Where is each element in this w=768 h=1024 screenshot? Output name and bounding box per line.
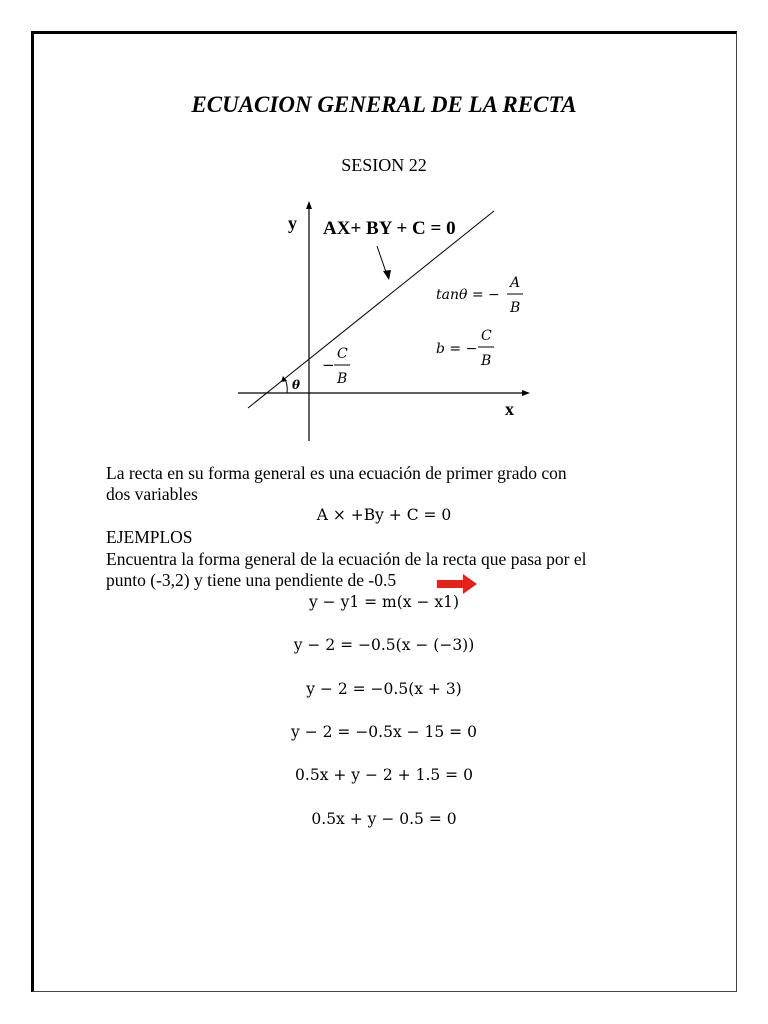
step-3: y − 2 = −0.5(x + 3) bbox=[306, 680, 462, 698]
general-equation: A × +By + C = 0 bbox=[316, 506, 452, 524]
step-6: 0.5x + y − 0.5 = 0 bbox=[311, 810, 457, 828]
intercept-denominator: B bbox=[337, 371, 348, 387]
step-2: y − 2 = −0.5(x − (−3)) bbox=[293, 636, 475, 654]
theta-label: θ bbox=[292, 378, 301, 392]
intro-line-1: La recta en su forma general es una ecuación de primer grado con bbox=[106, 463, 567, 483]
tan-numerator: A bbox=[510, 275, 521, 291]
intro-line-2: dos variables bbox=[106, 484, 198, 504]
y-axis-arrowhead bbox=[306, 201, 312, 209]
b-formula-lhs: b = − bbox=[436, 341, 478, 357]
line-equation: AX+ BY + C = 0 bbox=[323, 218, 456, 239]
tan-denominator: B bbox=[510, 300, 521, 316]
b-denominator: B bbox=[481, 353, 492, 369]
session-label: SESION 22 bbox=[341, 155, 427, 175]
problem-line-2: punto (-3,2) y tiene una pendiente de -0.5 bbox=[106, 570, 397, 590]
step-1: y − y1 = m(x − x1) bbox=[308, 593, 460, 611]
x-axis-arrowhead bbox=[522, 390, 530, 396]
intercept-sign: − bbox=[322, 356, 335, 374]
b-numerator: C bbox=[481, 328, 492, 344]
problem-line-1: Encuentra la forma general de la ecuación de la recta que pasa por el bbox=[106, 549, 587, 569]
line-diagram bbox=[232, 198, 542, 448]
step-5: 0.5x + y − 2 + 1.5 = 0 bbox=[295, 766, 473, 784]
x-axis-label: x bbox=[505, 399, 514, 419]
tan-formula-lhs: tanθ = − bbox=[436, 287, 500, 303]
examples-heading: EJEMPLOS bbox=[106, 527, 193, 547]
page-title: ECUACION GENERAL DE LA RECTA bbox=[191, 92, 577, 117]
intercept-numerator: C bbox=[337, 346, 348, 362]
red-arrow-icon bbox=[437, 574, 477, 594]
y-axis-label: y bbox=[288, 213, 297, 233]
step-4: y − 2 = −0.5x − 15 = 0 bbox=[291, 723, 477, 741]
